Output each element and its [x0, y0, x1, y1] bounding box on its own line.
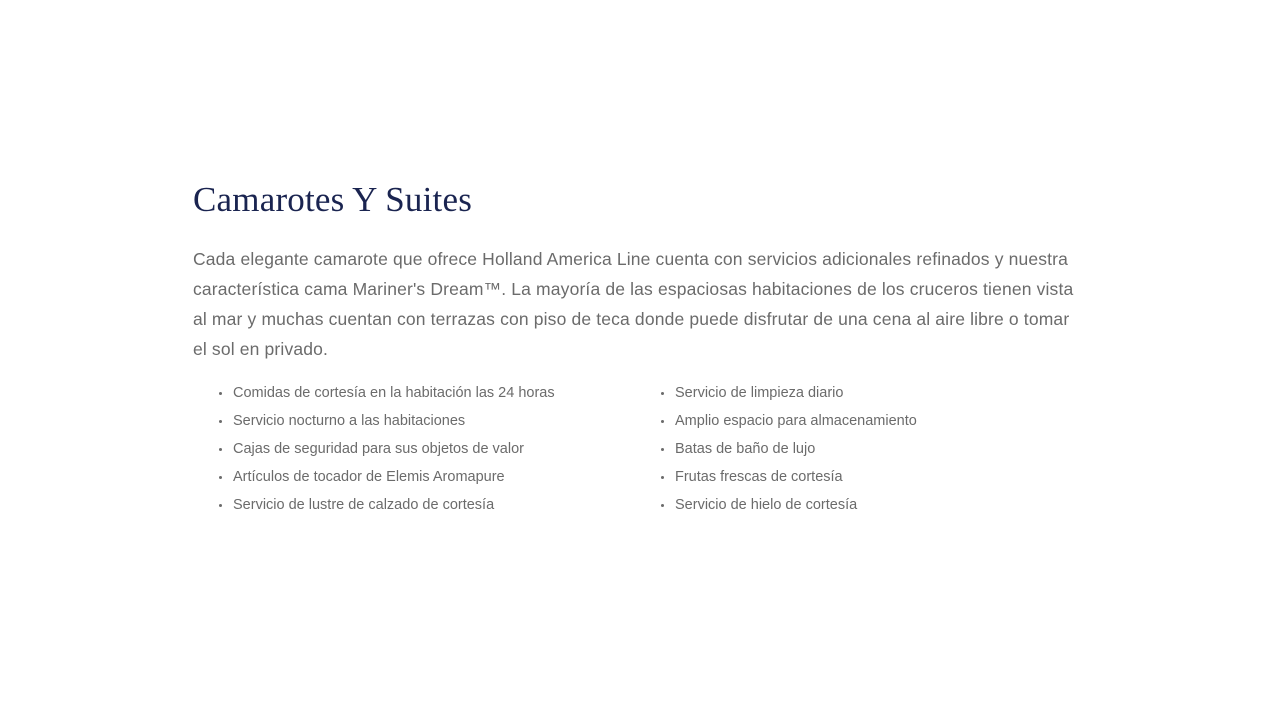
amenity-item — [661, 435, 1081, 463]
amenity-label: Servicio de limpieza diario — [675, 385, 844, 401]
amenity-label: Comidas de cortesía en la habitación las 24 horas — [233, 385, 555, 401]
amenity-label: Servicio nocturno a las habitaciones — [233, 413, 466, 429]
amenity-label: Batas de baño de lujo — [675, 441, 816, 457]
bullet-icon — [661, 448, 664, 451]
amenity-label: Servicio de hielo de cortesía — [675, 497, 858, 513]
amenity-item — [219, 463, 661, 491]
bullet-icon — [219, 448, 222, 451]
amenity-label: Cajas de seguridad para sus objetos de valor — [233, 441, 524, 457]
amenity-label: Amplio espacio para almacenamiento — [675, 413, 917, 429]
amenity-item — [661, 491, 1081, 519]
staterooms-section — [193, 178, 1083, 519]
amenity-item — [661, 379, 1081, 407]
bullet-icon — [661, 392, 664, 395]
amenity-item — [661, 407, 1081, 435]
amenity-label: Frutas frescas de cortesía — [675, 469, 843, 485]
amenity-label: Servicio de lustre de calzado de cortesía — [233, 497, 495, 513]
section-intro: Cada elegante camarote que ofrece Holland America Line cuenta con servicios adicionales refinados y nuestra característica cama Mariner's Dream™. La mayoría de las espaciosas habitaciones de los cruceros tienen vista al mar y muchas cuentan con terrazas con piso de teca donde puede disfrutar de una cena al aire libre o tomar el sol en privado. — [193, 249, 1074, 359]
amenities-list — [193, 379, 1083, 519]
bullet-icon — [219, 476, 222, 479]
amenities-column-left — [193, 379, 661, 519]
amenity-item — [661, 463, 1081, 491]
amenity-label: Artículos de tocador de Elemis Aromapure — [233, 469, 505, 485]
bullet-icon — [219, 392, 222, 395]
amenity-item — [219, 435, 661, 463]
bullet-icon — [661, 476, 664, 479]
bullet-icon — [219, 504, 222, 507]
bullet-icon — [219, 420, 222, 423]
amenities-column-right — [661, 379, 1081, 519]
bullet-icon — [661, 420, 664, 423]
amenity-item — [219, 491, 661, 519]
section-title: Camarotes Y Suites — [193, 180, 473, 219]
amenity-item — [219, 407, 661, 435]
amenity-item — [219, 379, 661, 407]
bullet-icon — [661, 504, 664, 507]
